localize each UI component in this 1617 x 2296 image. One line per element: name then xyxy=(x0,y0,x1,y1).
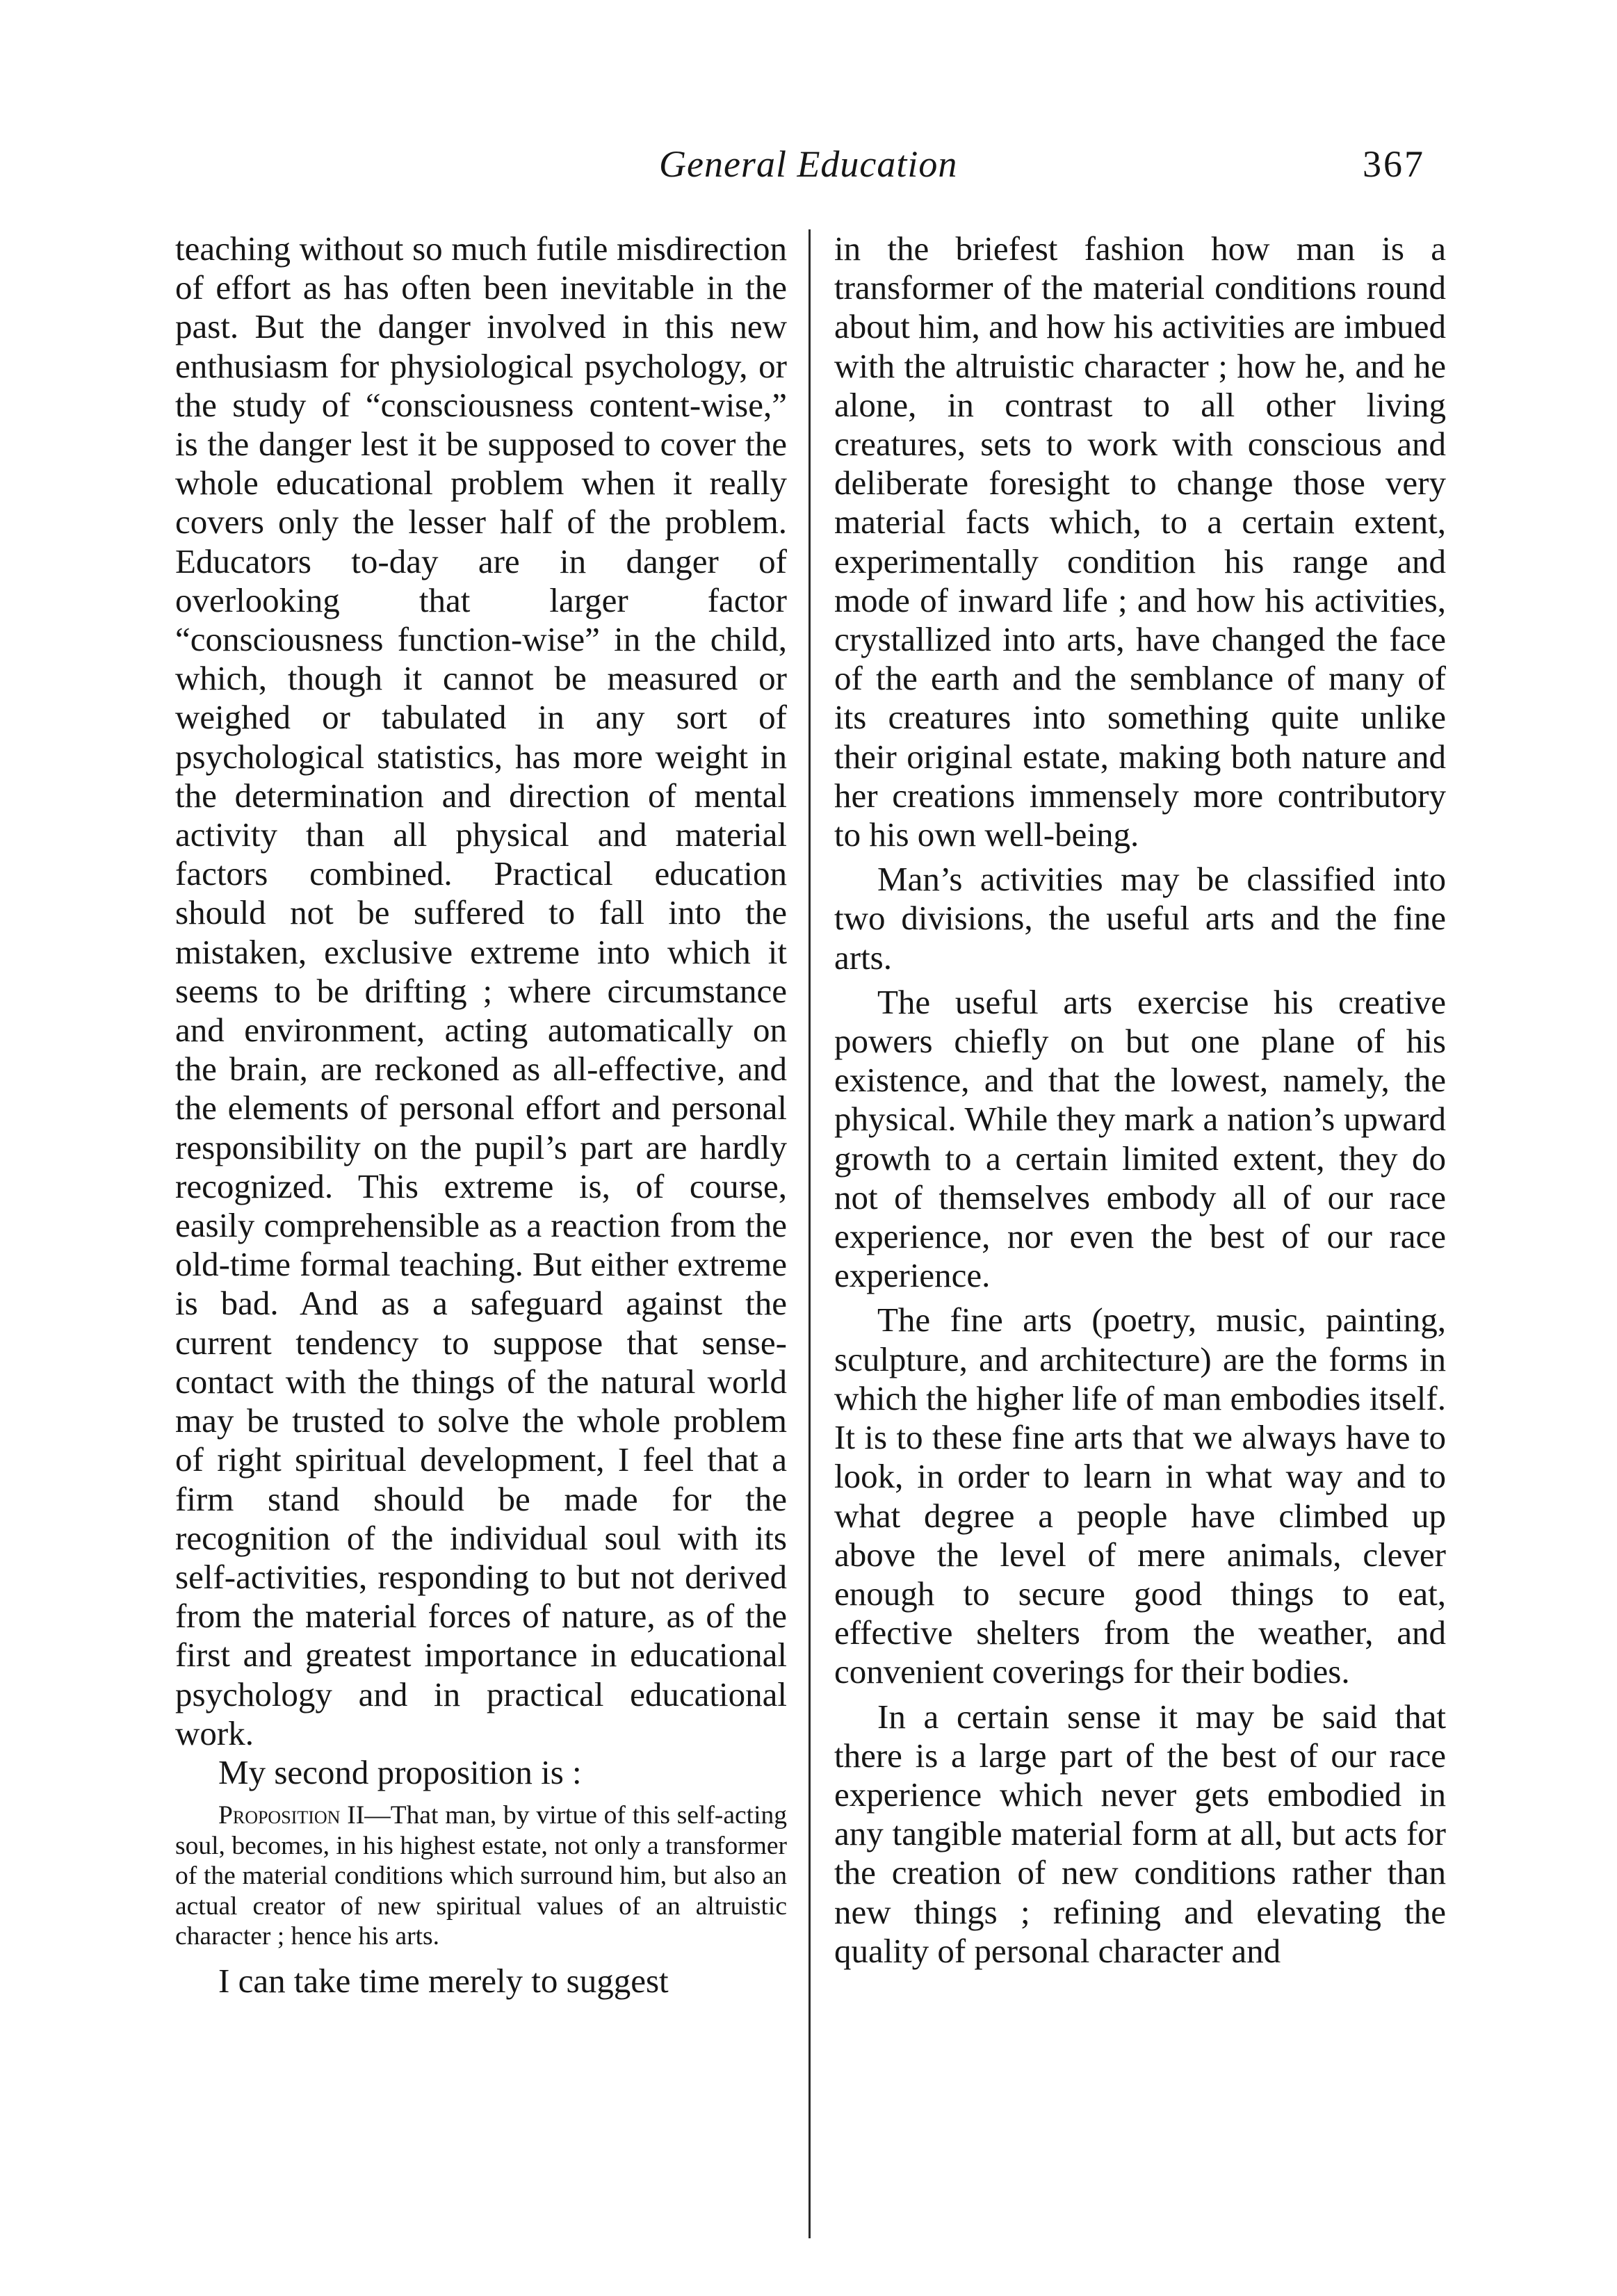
page-header xyxy=(0,143,1617,191)
right-paragraph-5: In a certain sense it may be said that there is a large part of the best of our race experience which never gets embodied in any tangible material form at all, but acts for the creation of new conditions rather than new things ; refining and elevating the quality of personal character and xyxy=(834,1697,1446,1970)
right-paragraph-2: Man’s activities may be classified into two divisions, the useful arts and the fine arts. xyxy=(834,860,1446,977)
right-paragraph-3: The useful arts exercise his creative powers chiefly on but one plane of his existence, and that the lowest, namely, the physical. While they mark a nation’s upward growth to a certain limited extent, they do not of themselves embody all of our race experience, nor even the best of our race experience. xyxy=(834,982,1446,1295)
proposition-text: —That man, by virtue of this self-acting soul, becomes, in his highest estate, not only a transformer of the material conditions which surround him, but also an actual creator of new spiritual values of an altruistic character ; hence his arts. xyxy=(175,1801,787,1951)
proposition-label: Proposition II xyxy=(218,1801,365,1830)
proposition-ii xyxy=(175,1800,787,1952)
left-column xyxy=(175,229,787,2001)
left-paragraph-1: teaching without so much futile misdirection of effort as has often been inevitable in the past. But the danger involved in this new enthusiasm for physiological psychology, or the study of “consciousness content-wise,” is the danger lest it be supposed to cover the whole educational problem when it really covers only the lesser half of the problem. Educators to-day are in danger of overlooking that larger factor “consciousness function-wise” in the child, which, though it cannot be measured or weighed or tabulated in any sort of psychological statistics, has more weight in the determination and direction of mental activity than all physical and material factors combined. Practical education should not be suffered to fall into the mistaken, exclusive extreme into which it seems to be drifting ; where circumstance and environment, acting automatically on the brain, are reckoned as all-effective, and the elements of personal effort and personal responsibility on the pupil’s part are hardly recognized. This extreme is, of course, easily comprehensible as a reaction from the old-time formal teaching. But either extreme is bad. And as a safeguard against the current tendency to suppose that sense-contact with the things of the natural world may be trusted to solve the whole problem of right spiritual development, I feel that a firm stand should be made for the recognition of the individual soul with its self-activities, responding to but not derived from the material forces of nature, as of the first and greatest importance in educational psychology and in practical educational work. xyxy=(175,229,787,1752)
right-paragraph-4: The fine arts (poetry, music, painting, sculpture, and architecture) are the forms in which the higher life of man embodies itself. It is to these fine arts that we always have to look, in order to learn in what way and to what degree a people have climbed up above the level of mere animals, clever enough to secure good things to eat, effective shelters from the weather, and convenient coverings for their bodies. xyxy=(834,1301,1446,1691)
column-divider xyxy=(808,229,811,2238)
left-paragraph-3: I can take time merely to suggest xyxy=(218,1961,669,2000)
left-paragraph-2: My second proposition is : xyxy=(218,1752,582,1791)
page-number: 367 xyxy=(1363,143,1425,185)
right-column xyxy=(834,229,1446,1971)
running-head: General Education xyxy=(659,143,958,185)
right-paragraph-1: in the briefest fashion how man is a transformer of the material conditions round about him, and how his activities are imbued with the altruistic character ; how he, and he alone, in contrast to all other living creatures, sets to work with conscious and deliberate foresight to change those very material facts which, to a certain extent, experimentally condition his range and mode of inward life ; and how his activities, crystallized into arts, have changed the face of the earth and the semblance of many of its creatures into something quite unlike their original estate, making both nature and her creations immensely more contributory to his own well-being. xyxy=(834,229,1446,854)
